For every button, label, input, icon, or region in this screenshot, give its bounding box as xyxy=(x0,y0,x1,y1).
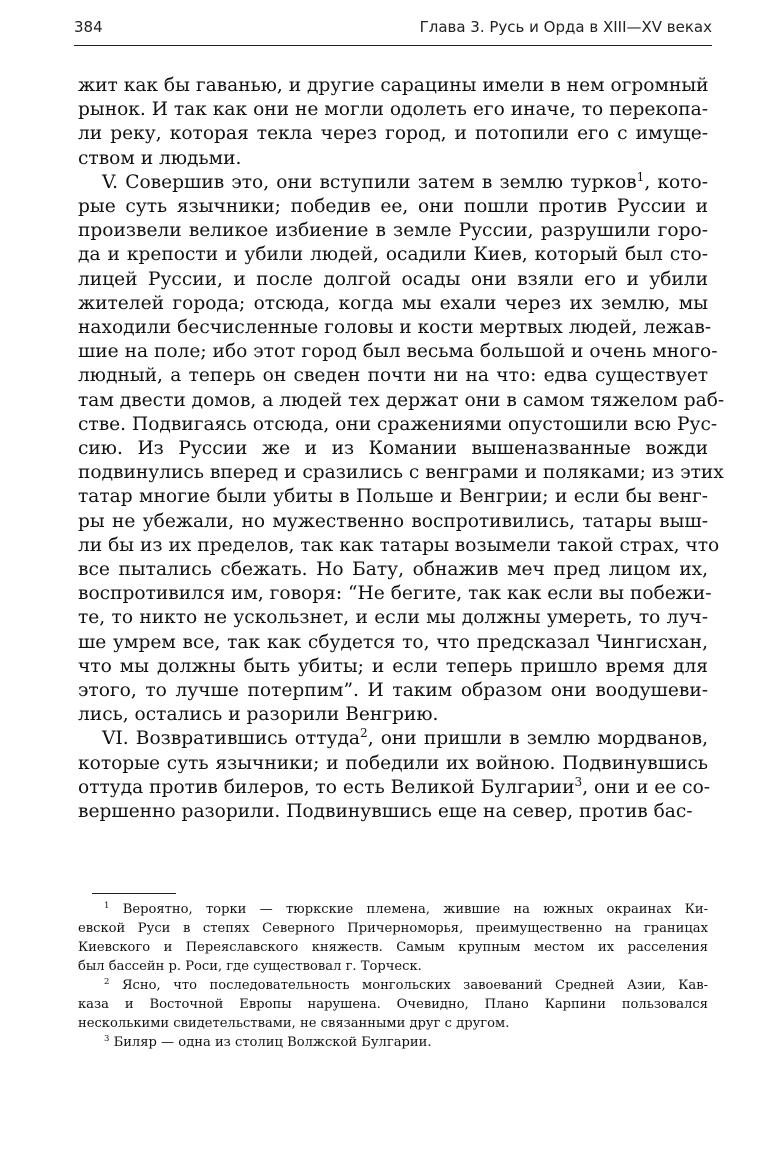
text-line: вершенно разорили. Подвинувшись еще на север, против бас- xyxy=(78,801,693,823)
page-number: 384 xyxy=(74,18,103,36)
running-title: Глава 3. Русь и Орда в XIII—XV веках xyxy=(419,18,712,36)
text-line: татар многие были убиты в Польше и Венгрии; и если бы венг- xyxy=(78,486,708,508)
footnote-ref: 3 xyxy=(574,774,583,789)
footnote-line: $^1$ Вероятно, торки — тюркские племена, жившие на южных окраинах Ки- xyxy=(104,900,708,917)
text-line: да и крепости и убили людей, осадили Киев, который был сто- xyxy=(78,244,708,266)
text-line: те, то никто не ускользнет, и если мы должны умереть, то луч- xyxy=(78,607,708,629)
text-line: VI. Возвратившись оттуда$^2$, они пришли в землю мордванов, xyxy=(102,726,708,750)
footnote-number: 1 xyxy=(104,900,110,911)
text-line: людный, а теперь он сведен почти ни на что: едва существует xyxy=(78,365,708,387)
header-rule xyxy=(74,45,712,46)
text-line: рынок. И так как они не могли одолеть его иначе, то перекопа- xyxy=(78,99,708,121)
footnote-ref: 2 xyxy=(360,726,368,741)
main-text xyxy=(78,74,725,824)
text-line: произвели великое избиение в земле Руссии, разрушили горо- xyxy=(78,220,708,242)
text-line: что мы должны быть убиты; и если теперь пришло время для xyxy=(78,655,708,677)
text-line: V. Совершив это, они вступили затем в землю турков$^1$, кото- xyxy=(102,169,708,193)
text-line: подвинулись вперед и сразились с венграми и поляками; из этих xyxy=(78,462,724,484)
text-line: оттуда против билеров, то есть Великой Булгарии$^3$, они и ее со- xyxy=(78,774,711,798)
text-line: ше умрем все, так как сбудется то, что предсказал Чингисхан, xyxy=(78,631,708,653)
text-line: этого, то лучше потерпим”. И таким образом они воодушеви- xyxy=(78,680,708,702)
footnote-separator xyxy=(92,893,176,894)
text-line: лицей Руссии, и после долгой осады они взяли его и убили xyxy=(78,268,708,290)
footnote-line: $^3$ Биляр — одна из столиц Волжской Булгарии. xyxy=(104,1033,432,1050)
text-line: жит как бы гаванью, и другие сарацины имели в нем огромный xyxy=(78,75,709,96)
text-line: шие на поле; ибо этот город был весьма большой и очень много- xyxy=(78,341,718,363)
text-line: сию. Из Руссии же и из Комании вышеназванные вожди xyxy=(78,438,708,460)
footnotes xyxy=(78,900,708,1052)
footnote-line: каза и Восточной Европы нарушена. Очевидно, Плано Карпини пользовался xyxy=(78,997,708,1012)
text-line: все пытались сбежать. Но Бату, обнажив меч пред лицом их, xyxy=(78,559,708,581)
text-line: ли бы из их пределов, так как татары возымели такой страх, что xyxy=(78,534,720,556)
text-line: лись, остались и разорили Венгрию. xyxy=(78,704,439,726)
footnote-ref: 1 xyxy=(636,169,645,184)
text-line: ры не убежали, но мужественно воспротивились, татары выш- xyxy=(78,510,708,532)
footnote-line: несколькими свидетельствами, не связанными друг с другом. xyxy=(78,1016,510,1031)
running-header xyxy=(74,18,712,36)
footnote-number: 2 xyxy=(104,976,110,987)
text-line: воспротивился им, говоря: “Не бегите, так как если вы побежи- xyxy=(78,583,712,605)
footnote-number: 3 xyxy=(104,1033,110,1044)
footnote-line: $^2$ Ясно, что последовательность монгольских завоеваний Средней Азии, Кав- xyxy=(104,976,708,993)
footnote-line: евской Руси в степях Северного Причерноморья, преимущественно на границах xyxy=(78,921,708,936)
text-line: рые суть язычники; победив ее, они пошли против Руссии и xyxy=(78,196,708,218)
text-line: жителей города; отсюда, когда мы ехали через их землю, мы xyxy=(78,292,708,314)
text-line: там двести домов, а людей тех держат они в самом тяжелом раб- xyxy=(78,389,725,411)
footnote-line: был бассейн р. Роси, где существовал г. Торческ. xyxy=(78,959,422,974)
text-line: которые суть язычники; и победили их войною. Подвинувшись xyxy=(78,752,708,774)
text-line: ством и людьми. xyxy=(78,147,242,169)
footnote-line: Киевского и Переяславского княжеств. Самым крупным местом их расселения xyxy=(78,940,708,955)
text-line: находили бесчисленные головы и кости мертвых людей, лежав- xyxy=(78,317,712,339)
text-line: стве. Подвигаясь отсюда, они сражениями опустошили всю Рус- xyxy=(78,413,718,435)
text-line: ли реку, которая текла через город, и потопили его с имуще- xyxy=(78,123,708,145)
